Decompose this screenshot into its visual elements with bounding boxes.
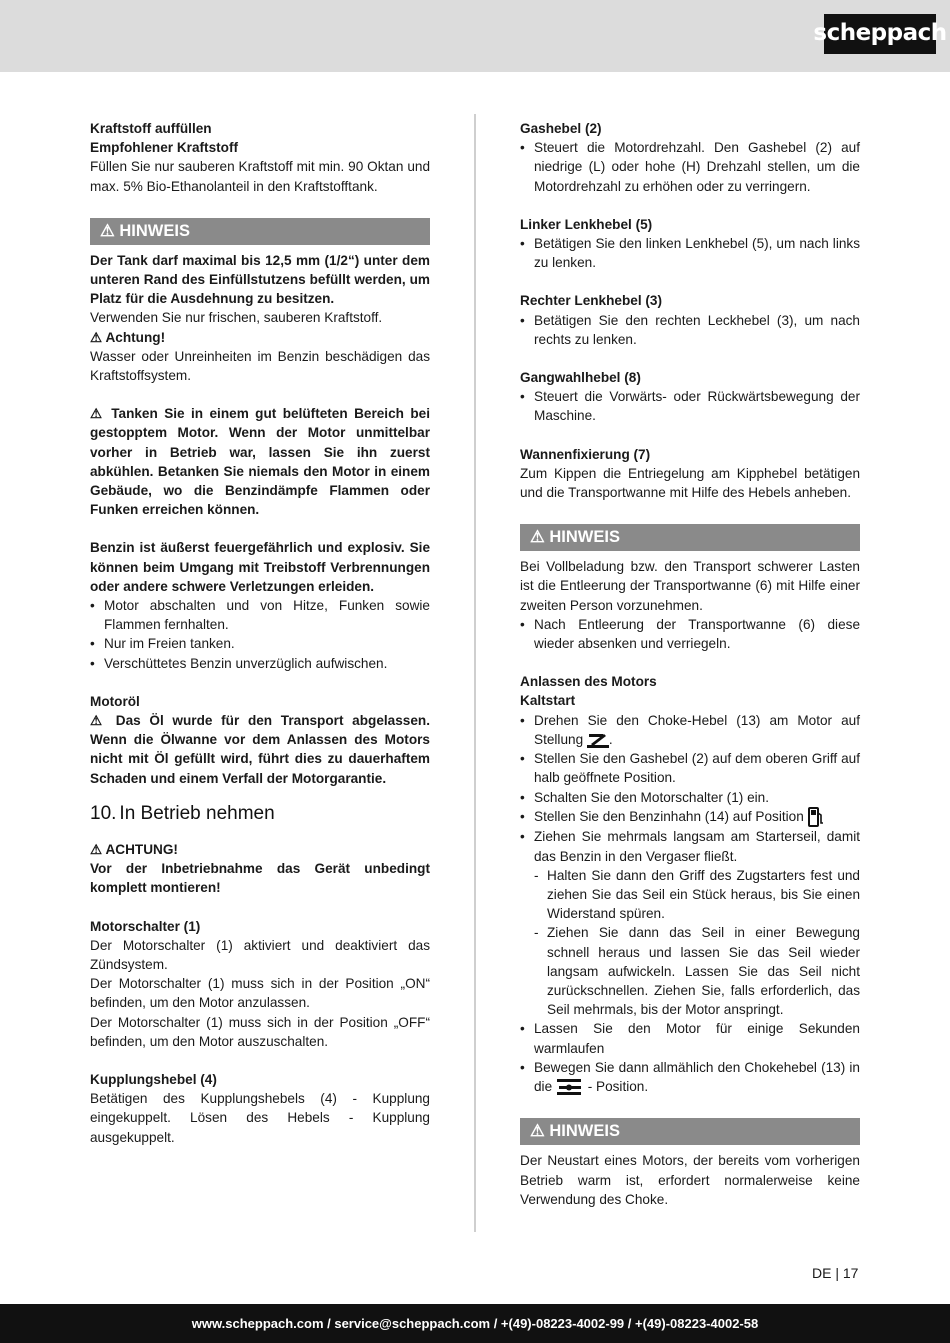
switch-heading: Motorschalter (1) — [90, 918, 201, 934]
oil-warning: ⚠ Das Öl wurde für den Transport abgelassen. Wenn die Ölwanne vor dem Anlassen des Motors nicht mit Öl gefüllt wird, führt dies zu dauerhaftem Schaden und einem Verfall der Motorgarantie. — [90, 713, 430, 786]
page-number: DE | 17 — [812, 1265, 859, 1281]
list-item: • Verschüttetes Benzin unverzüglich aufwischen. — [90, 654, 430, 673]
list-item: • Bewegen Sie dann allmählich den Chokehebel (13) in die - Position. — [520, 1058, 860, 1097]
section-heading: 10. In Betrieb nehmen — [90, 802, 275, 824]
list-item: • Steuert die Motordrehzahl. Den Gashebel (2) auf niedrige (L) oder hohe (H) Drehzahl stellen, um die Motordrehzahl zu erhöhen oder zu verringern. — [520, 138, 860, 196]
list-item: • Drehen Sie den Choke-Hebel (13) am Motor auf Stellung . — [520, 711, 860, 750]
list-item: • Lassen Sie den Motor für einige Sekunden warmlaufen — [520, 1019, 860, 1057]
left-lever-heading: Linker Lenkhebel (5) — [520, 216, 653, 232]
warning-icon: ⚠ — [530, 1122, 550, 1141]
water-warning-text: Wasser oder Unreinheiten im Benzin beschädigen das Kraftstoffsystem. — [90, 348, 430, 384]
list-item: • Stellen Sie den Benzinhahn (14) auf Position — [520, 807, 860, 827]
hinweis-box-1: ⚠ HINWEIS — [90, 218, 430, 245]
hinweis-box-2: ⚠ HINWEIS — [520, 524, 860, 551]
choke-open-icon — [556, 1078, 584, 1096]
top-header-bar — [0, 0, 950, 72]
throttle-heading: Gashebel (2) — [520, 121, 602, 136]
oil-heading: Motoröl — [90, 693, 140, 709]
switch-text-3: Der Motorschalter (1) muss sich in der Position „OFF“ befinden, um den Motor auszuschalten. — [90, 1014, 430, 1049]
start-list — [520, 711, 860, 1097]
fuel-rec-heading: Empfohlener Kraftstoff — [90, 140, 239, 156]
hinweis-box-3: ⚠ HINWEIS — [520, 1118, 860, 1145]
tray-heading: Wannenfixierung (7) — [520, 446, 651, 462]
list-item: • Betätigen Sie den linken Lenkhebel (5), um nach links zu lenken. — [520, 234, 860, 272]
switch-text-2: Der Motorschalter (1) muss sich in der Position „ON“ befinden, um den Motor anzulassen. — [90, 976, 430, 1011]
fuel-heading: Kraftstoff auffüllen — [90, 121, 212, 136]
list-item: • Schalten Sie den Motorschalter (1) ein. — [520, 788, 860, 807]
choke-closed-icon — [587, 731, 609, 749]
left-column — [90, 119, 430, 1147]
clutch-heading: Kupplungshebel (4) — [90, 1071, 217, 1087]
load-text: Bei Vollbeladung bzw. den Transport schwerer Lasten ist die Entleerung der Transportwanne (6) mit Hilfe einer zweiten Person vorzunehmen. — [520, 559, 860, 613]
cold-start-heading: Kaltstart — [520, 693, 576, 709]
warning-icon: ⚠ — [100, 221, 120, 240]
restart-text: Der Neustart eines Motors, der bereits vom vorherigen Betrieb warm ist, erfordert normalerweise keine Verwendung des Choke. — [520, 1153, 860, 1207]
fuel-pump-icon — [808, 807, 824, 827]
list-item: • Betätigen Sie den rechten Leckhebel (3), um nach rechts zu lenken. — [520, 311, 860, 349]
list-item: • Nur im Freien tanken. — [90, 634, 430, 653]
tray-text: Zum Kippen die Entriegelung am Kipphebel betätigen und die Transportwanne mit Hilfe des Hebels anheben. — [520, 465, 860, 501]
scheppach-logo: scheppach — [824, 14, 936, 54]
achtung-line: ⚠ Achtung! — [90, 329, 166, 345]
list-item: - Halten Sie dann den Griff des Zugstarters fest und ziehen Sie das Seil ein Stück heraus, bis Sie einen Widerstand spüren. — [520, 866, 860, 924]
list-item: - Ziehen Sie dann das Seil in einer Bewegung schnell heraus und lassen Sie das Seil wieder langsam aufwickeln. Lassen Sie das Seil nicht zurückschnellen. Ziehen Sie, falls erforderlich, das Seil mehrmals, bis der Motor anspringt. — [520, 923, 860, 1019]
warning-icon: ⚠ — [90, 713, 116, 729]
fresh-fuel-text: Verwenden Sie nur frischen, sauberen Kraftstoff. — [90, 310, 383, 326]
warning-icon: ⚠ — [90, 406, 112, 422]
right-lever-heading: Rechter Lenkhebel (3) — [520, 293, 663, 309]
achtung2-line: ⚠ ACHTUNG! — [90, 841, 178, 857]
petrol-list — [90, 596, 430, 673]
start-heading: Anlassen des Motors — [520, 674, 657, 690]
warning-icon: ⚠ — [530, 528, 550, 547]
clutch-text: Betätigen des Kupplungshebels (4) - Kupplung eingekuppelt. Lösen des Hebels - Kupplung ausgekuppelt. — [90, 1091, 430, 1145]
list-item: • Steuert die Vorwärts- oder Rückwärtsbewegung der Maschine. — [520, 387, 860, 425]
warning-icon: ⚠ — [90, 329, 106, 345]
tank-limit-text: Der Tank darf maximal bis 12,5 mm (1/2“) unter dem unteren Rand des Einfüllstutzens befüllt werden, um Platz für die Ausdehnung zu besitzen. — [90, 252, 430, 307]
footer-bar — [0, 1304, 950, 1343]
list-item: • Motor abschalten und von Hitze, Funken sowie Flammen fernhalten. — [90, 596, 430, 634]
switch-text-1: Der Motorschalter (1) aktiviert und deaktiviert das Zündsystem. — [90, 937, 430, 972]
warning-icon: ⚠ — [90, 841, 106, 857]
assemble-warning: Vor der Inbetriebnahme das Gerät unbedingt komplett montieren! — [90, 861, 430, 896]
gear-heading: Gangwahlhebel (8) — [520, 370, 641, 386]
refuel-warning: ⚠ Tanken Sie in einem gut belüfteten Bereich bei gestopptem Motor. Wenn der Motor unmittelbar vorher in Betrieb war, lassen Sie ihn zuerst abkühlen. Betanken Sie niemals den Motor in einem Gebäude, wo die Benzindämpfe Flammen oder Funken erreichen können. — [90, 406, 430, 518]
list-item: • Ziehen Sie mehrmals langsam am Starterseil, damit das Benzin in den Vergaser fließt. — [520, 827, 860, 865]
fuel-rec-text: Füllen Sie nur sauberen Kraftstoff mit min. 90 Oktan und max. 5% Bio-Ethanolanteil in den Kraftstofftank. — [90, 159, 430, 194]
list-item: • Nach Entleerung der Transportwanne (6) diese wieder absenken und verriegeln. — [520, 615, 860, 653]
right-column — [520, 119, 860, 1209]
petrol-warning: Benzin ist äußerst feuergefährlich und explosiv. Sie können beim Umgang mit Treibstoff Verbrennungen oder andere schwere Verletzungen erleiden. — [90, 540, 430, 594]
column-divider — [474, 114, 476, 1232]
list-item: • Stellen Sie den Gashebel (2) auf dem oberen Griff auf halb geöffnete Position. — [520, 749, 860, 787]
contact-line: www.scheppach.com / service@scheppach.com / +(49)-08223-4002-99 / +(49)-08223-4002-58 — [191, 1315, 759, 1331]
